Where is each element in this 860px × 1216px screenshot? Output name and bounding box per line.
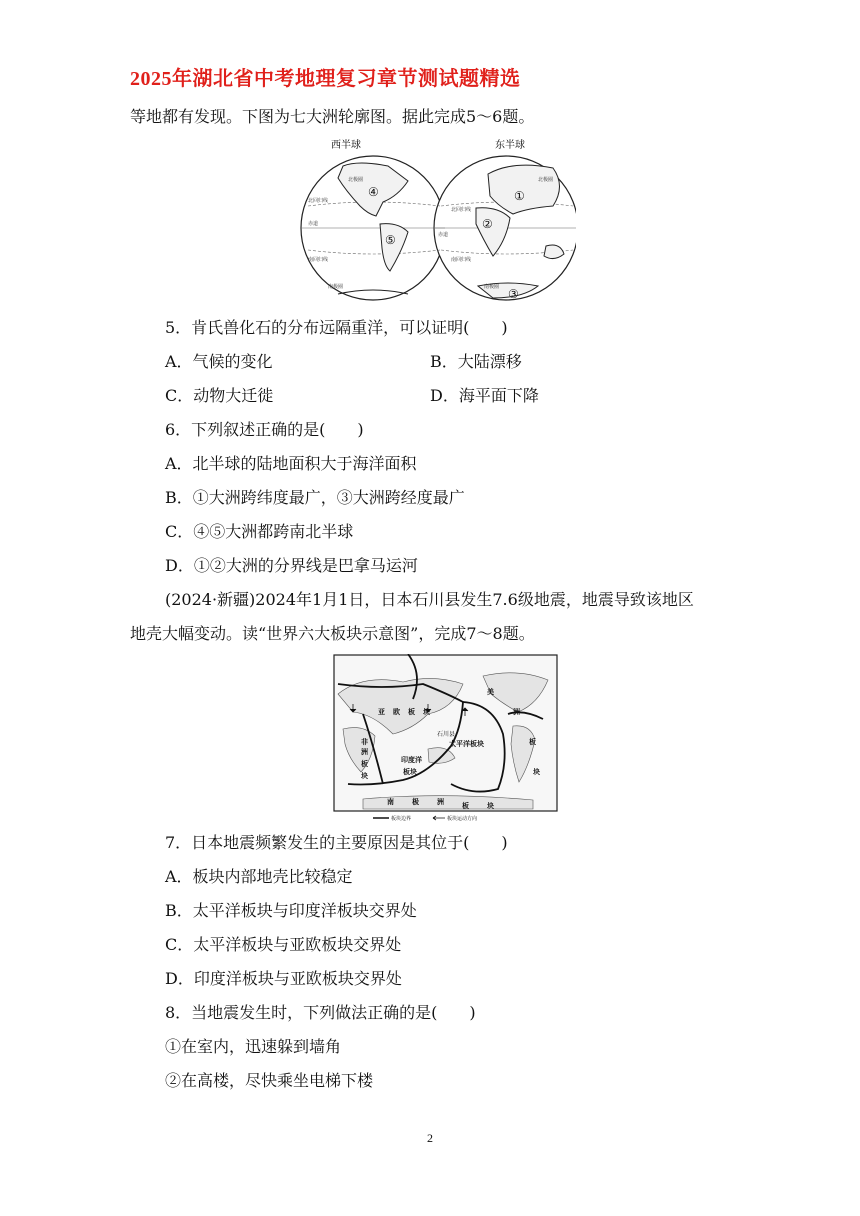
q6-option-a: A．北半球的陆地面积大于海洋面积 <box>165 454 417 473</box>
west-hemisphere-title: 西半球 <box>331 140 361 151</box>
e-tropic-capricorn-label: 南回归线 <box>451 257 472 263</box>
q7-option-c: C．太平洋板块与亚欧板块交界处 <box>165 935 402 954</box>
page-number: 2 <box>427 1131 433 1145</box>
marker-2: ② <box>482 217 493 231</box>
q7-stem: 7．日本地震频繁发生的主要原因是其位于( ) <box>165 833 508 852</box>
marker-3: ③ <box>508 287 519 301</box>
american-plate-char1: 美 <box>487 688 494 696</box>
american-plate-char4: 块 <box>533 768 540 776</box>
eurasian-plate-char3: 板 <box>408 708 415 716</box>
w-tropic-capricorn-label: 南回归线 <box>308 257 329 263</box>
q5-option-c: C．动物大迁徙 <box>165 386 274 405</box>
q6-option-d: D．①②大洲的分界线是巴拿马运河 <box>165 556 418 575</box>
q6-option-c: C．④⑤大洲都跨南北半球 <box>165 522 354 541</box>
e-tropic-cancer-label: 北回归线 <box>451 207 472 213</box>
w-antarctic-circle-label: 南极圈 <box>328 284 344 290</box>
indian-plate-label-line1: 印度洋 <box>401 756 422 764</box>
marker-4: ④ <box>368 185 379 199</box>
legend-boundary-label: 板块边界 <box>391 816 412 822</box>
e-antarctic-circle-label: 南极圈 <box>484 284 500 290</box>
african-plate-char3: 板 <box>361 760 368 768</box>
q5-option-b: B．大陆漂移 <box>430 352 522 371</box>
antarctic-plate-char5: 块 <box>487 802 494 810</box>
q8-item-2: ②在高楼，尽快乘坐电梯下楼 <box>165 1071 374 1090</box>
passage2-line1: (2024·新疆)2024年1月1日，日本石川县发生7.6级地震，地震导致该地区 <box>165 590 694 609</box>
antarctic-plate-char1: 南 <box>387 798 394 806</box>
q7-option-d: D．印度洋板块与亚欧板块交界处 <box>165 969 402 988</box>
african-plate-char1: 非 <box>361 738 368 746</box>
ishikawa-label: 石川县 <box>437 731 456 738</box>
legend-motion-label: 板块运动方向 <box>447 816 478 822</box>
w-equator-label: 赤道 <box>308 221 319 227</box>
marker-5: ⑤ <box>385 233 396 247</box>
six-plates-map <box>333 654 558 822</box>
w-arctic-circle-label: 北极圈 <box>348 177 364 183</box>
q8-stem: 8．当地震发生时，下列做法正确的是( ) <box>165 1003 476 1022</box>
legend-arrow-icon <box>433 816 445 820</box>
q6-option-b: B．①大洲跨纬度最广，③大洲跨经度最广 <box>165 488 465 507</box>
intro-text: 等地都有发现。下图为七大洲轮廓图。据此完成5～6题。 <box>130 107 535 126</box>
african-plate-char2: 洲 <box>361 748 368 756</box>
marker-1: ① <box>514 189 525 203</box>
antarctic-plate-char2: 极 <box>412 798 419 806</box>
eurasian-plate-char4: 块 <box>423 708 430 716</box>
document-header-title: 2025年湖北省中考地理复习章节测试题精选 <box>130 68 521 90</box>
continents-hemisphere-map <box>298 136 576 306</box>
indian-plate-label-line2: 板块 <box>403 768 417 776</box>
african-plate-char4: 块 <box>361 772 368 780</box>
american-plate-char2: 洲 <box>513 708 520 716</box>
q7-option-a: A．板块内部地壳比较稳定 <box>165 867 353 886</box>
antarctic-plate-char4: 板 <box>462 802 469 810</box>
q6-stem: 6．下列叙述正确的是( ) <box>165 420 364 439</box>
q5-stem: 5．肯氏兽化石的分布远隔重洋，可以证明( ) <box>165 318 508 337</box>
eurasian-plate-char1: 亚 <box>378 708 385 716</box>
q5-option-a: A．气候的变化 <box>165 352 273 371</box>
pacific-plate-label: 太平洋板块 <box>449 740 484 748</box>
e-arctic-circle-label: 北极圈 <box>538 177 554 183</box>
eurasian-plate-char2: 欧 <box>393 708 400 716</box>
east-hemisphere-title: 东半球 <box>495 140 525 151</box>
american-plate-char3: 板 <box>529 738 536 746</box>
q8-item-1: ①在室内，迅速躲到墙角 <box>165 1037 342 1056</box>
w-tropic-cancer-label: 北回归线 <box>308 198 329 204</box>
q5-option-d: D．海平面下降 <box>430 386 539 405</box>
q7-option-b: B．太平洋板块与印度洋板块交界处 <box>165 901 417 920</box>
e-equator-label: 赤道 <box>438 232 449 238</box>
passage2-line2: 地壳大幅变动。读“世界六大板块示意图”，完成7～8题。 <box>130 624 535 643</box>
antarctic-plate-char3: 洲 <box>437 798 444 806</box>
